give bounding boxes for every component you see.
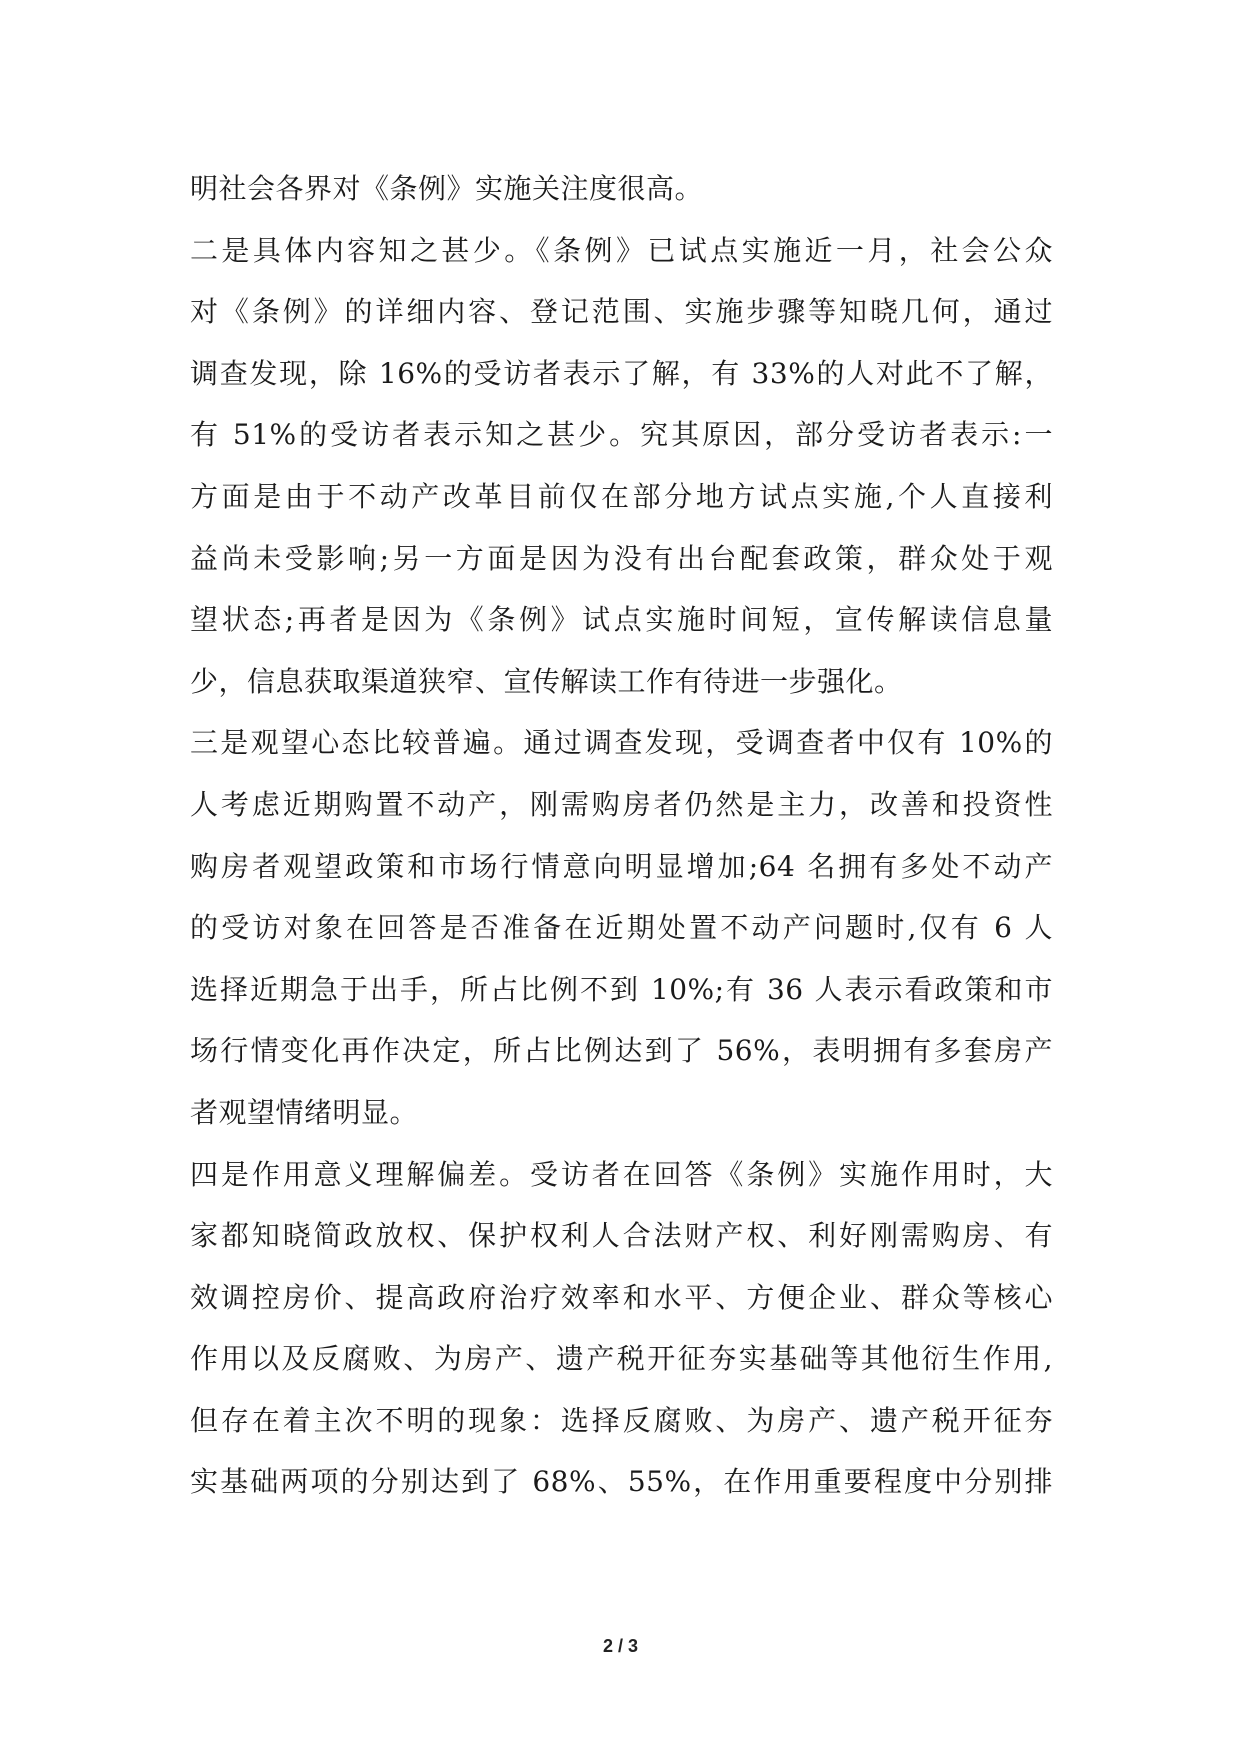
text-line: 作用以及反腐败、为房产、遗产税开征夯实基础等其他衍生作用, (190, 1342, 1053, 1376)
body-text (190, 158, 1053, 1513)
text-line: 家都知晓简政放权、保护权利人合法财产权、利好刚需购房、有 (190, 1219, 1053, 1253)
text-line: 调查发现，除 16%的受访者表示了解，有 33%的人对此不了解， (190, 356, 1053, 390)
text-line: 益尚未受影响;另一方面是因为没有出台配套政策，群众处于观 (190, 541, 1053, 575)
text-line: 对《条例》的详细内容、登记范围、实施步骤等知晓几何，通过 (190, 295, 1053, 329)
text-line: 四是作用意义理解偏差。受访者在回答《条例》实施作用时，大 (190, 1157, 1053, 1191)
text-line: 选择近期急于出手，所占比例不到 10%;有 36 人表示看政策和市 (190, 972, 1053, 1006)
text-line: 少，信息获取渠道狭窄、宣传解读工作有待进一步强化。 (190, 664, 903, 698)
text-line: 三是观望心态比较普遍。通过调查发现，受调查者中仅有 10%的 (190, 726, 1053, 760)
text-line: 者观望情绪明显。 (190, 1095, 419, 1129)
text-line: 有 51%的受访者表示知之甚少。究其原因，部分受访者表示:一 (190, 418, 1053, 452)
text-line: 的受访对象在回答是否准备在近期处置不动产问题时,仅有 6 人 (190, 911, 1053, 945)
text-line: 场行情变化再作决定，所占比例达到了 56%，表明拥有多套房产 (190, 1034, 1053, 1068)
text-line: 方面是由于不动产改革目前仅在部分地方试点实施,个人直接利 (190, 479, 1053, 513)
text-line: 购房者观望政策和市场行情意向明显增加;64 名拥有多处不动产 (190, 849, 1053, 883)
text-line: 实基础两项的分别达到了 68%、55%，在作用重要程度中分别排 (190, 1465, 1053, 1499)
text-line: 明社会各界对《条例》实施关注度很高。 (190, 172, 704, 205)
text-line: 效调控房价、提高政府治疗效率和水平、方便企业、群众等核心 (190, 1280, 1053, 1314)
text-line: 人考虑近期购置不动产，刚需购房者仍然是主力，改善和投资性 (190, 787, 1053, 821)
text-line: 望状态;再者是因为《条例》试点实施时间短，宣传解读信息量 (190, 603, 1053, 637)
page-number: 2 / 3 (602, 1636, 639, 1656)
text-line: 但存在着主次不明的现象：选择反腐败、为房产、遗产税开征夯 (190, 1403, 1053, 1437)
text-line: 二是具体内容知之甚少。《条例》已试点实施近一月，社会公众 (190, 233, 1053, 267)
